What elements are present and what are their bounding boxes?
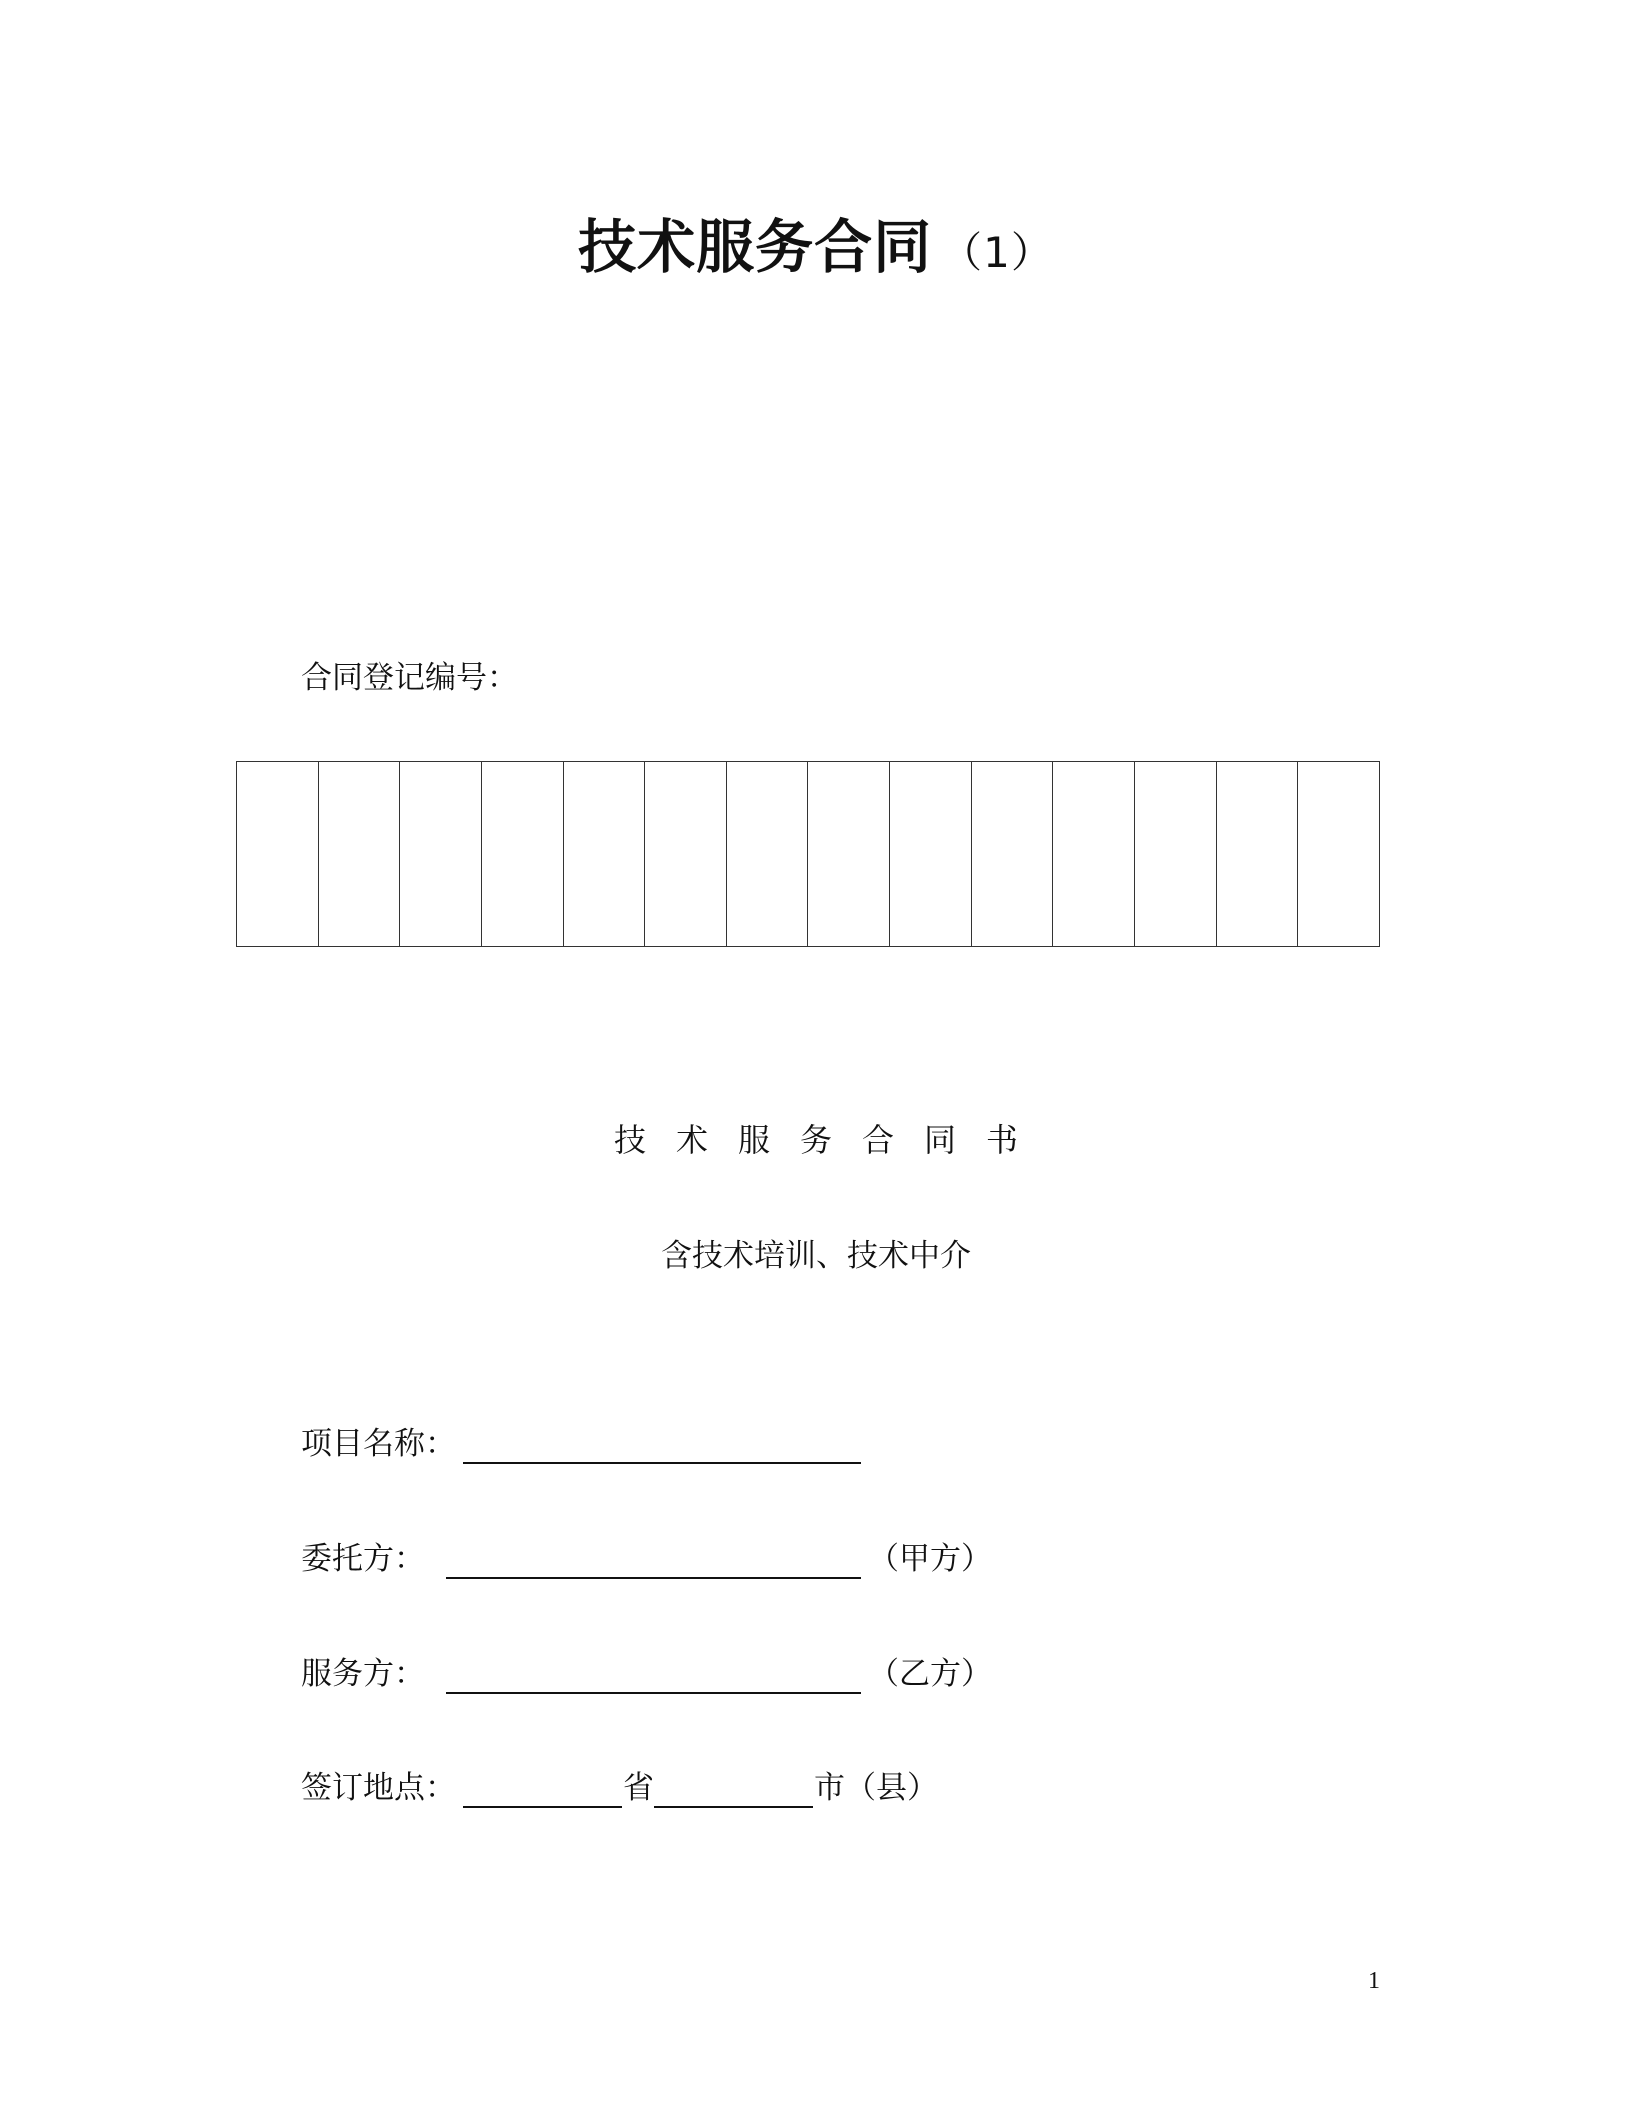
heading-char: 同 xyxy=(924,1121,957,1159)
heading-char: 合 xyxy=(862,1121,895,1159)
registration-number-box[interactable] xyxy=(400,762,482,947)
signing-location-field xyxy=(301,1768,938,1808)
city-blank[interactable] xyxy=(654,1806,813,1808)
registration-number-box[interactable] xyxy=(318,762,400,947)
document-title xyxy=(0,200,1632,284)
title-suffix: （1） xyxy=(940,228,1054,277)
registration-number-box[interactable] xyxy=(890,762,972,947)
client-suffix: （甲方） xyxy=(868,1541,992,1577)
registration-number-row xyxy=(237,762,1380,947)
province-label: 省 xyxy=(623,1770,654,1806)
client-field xyxy=(301,1539,992,1579)
contract-scope-note: 含技术培训、技术中介 xyxy=(661,1238,971,1274)
registration-number-box[interactable] xyxy=(481,762,563,947)
client-blank[interactable] xyxy=(446,1577,861,1579)
registration-number-box[interactable] xyxy=(563,762,645,947)
registration-number-box[interactable] xyxy=(237,762,319,947)
contract-book-heading xyxy=(0,1115,1632,1161)
project-name-blank[interactable] xyxy=(463,1462,861,1464)
heading-char: 技 xyxy=(613,1121,646,1159)
provider-field xyxy=(301,1654,992,1694)
registration-number-box[interactable] xyxy=(1298,762,1380,947)
project-name-field xyxy=(301,1424,456,1464)
provider-blank[interactable] xyxy=(446,1692,861,1694)
provider-suffix: （乙方） xyxy=(868,1656,992,1692)
heading-char: 术 xyxy=(675,1121,708,1159)
page-number: 1 xyxy=(1368,1968,1380,1994)
registration-number-box[interactable] xyxy=(971,762,1053,947)
heading-char: 务 xyxy=(799,1121,832,1159)
registration-number-box[interactable] xyxy=(808,762,890,947)
city-label: 市（县） xyxy=(814,1770,938,1806)
registration-number-box[interactable] xyxy=(1216,762,1298,947)
project-name-label: 项目名称： xyxy=(301,1426,456,1462)
registration-number-box[interactable] xyxy=(726,762,808,947)
heading-char: 服 xyxy=(737,1121,770,1159)
registration-number-label: 合同登记编号： xyxy=(301,660,518,696)
registration-number-boxes xyxy=(236,761,1380,947)
client-label: 委托方： xyxy=(301,1541,425,1577)
registration-number-box[interactable] xyxy=(1053,762,1135,947)
provider-label: 服务方： xyxy=(301,1656,425,1692)
registration-number-box[interactable] xyxy=(645,762,727,947)
title-text: 技术服务合同 xyxy=(578,213,933,281)
province-blank[interactable] xyxy=(463,1806,622,1808)
signing-location-label: 签订地点： xyxy=(301,1770,456,1806)
registration-number-box[interactable] xyxy=(1135,762,1217,947)
heading-char: 书 xyxy=(986,1121,1019,1159)
